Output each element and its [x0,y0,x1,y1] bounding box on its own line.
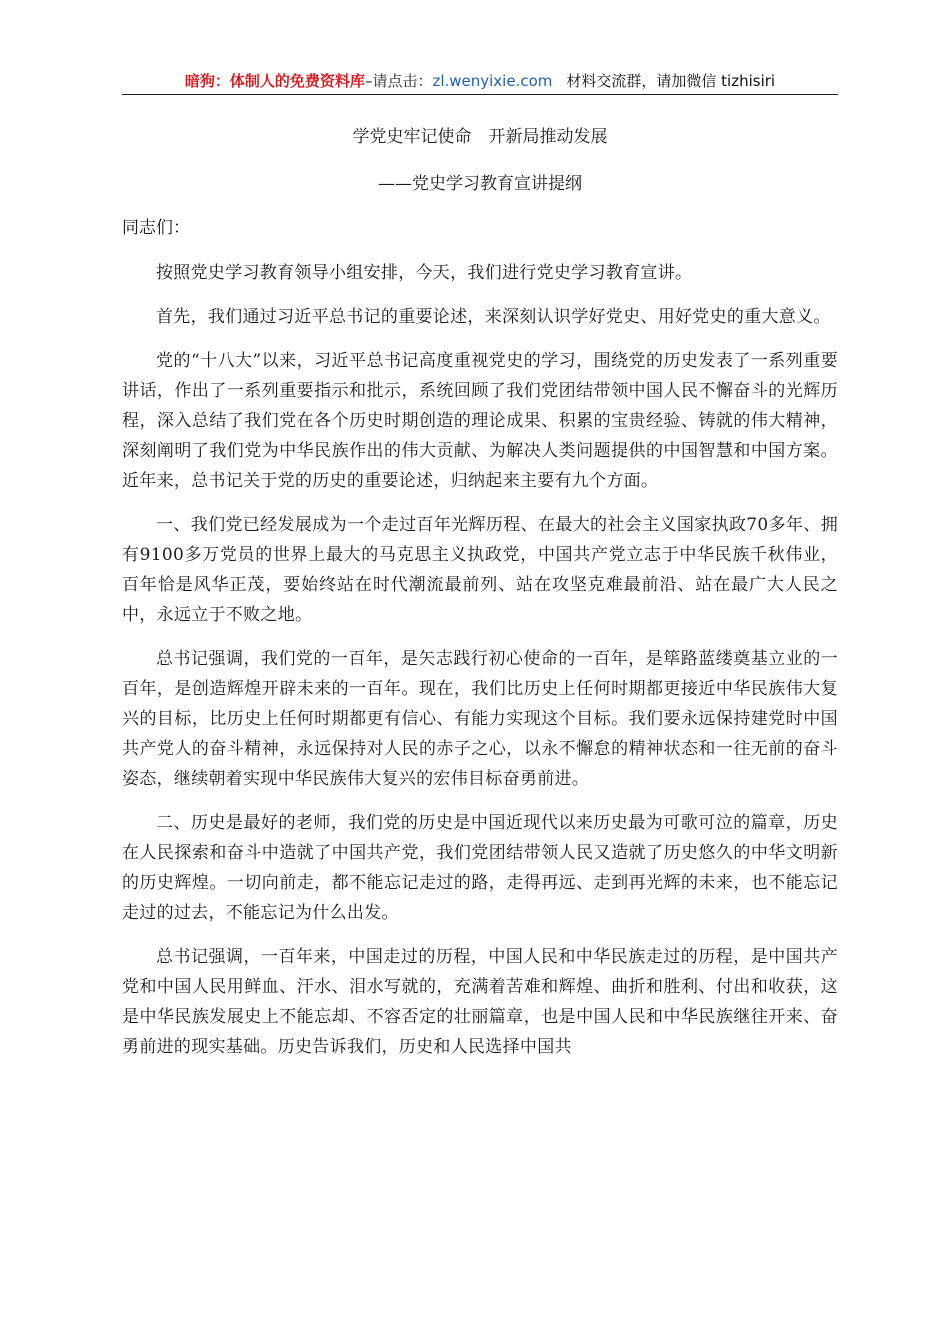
paragraph-7: 总书记强调，一百年来，中国走过的历程，中国人民和中华民族走过的历程，是中国共产党和中国人民用鲜血、汗水、泪水写就的，充满着苦难和辉煌、曲折和胜利、付出和收获，这是中华民族发展史上不能忘却、不容否定的壮丽篇章，也是中国人民和中华民族继往开来、奋勇前进的现实基础。历史告诉我们，历史和人民选择中国共 [122,947,838,1057]
header-click-prompt: –请点击： [364,72,433,90]
paragraph-5: 总书记强调，我们党的一百年，是矢志践行初心使命的一百年，是筚路蓝缕奠基立业的一百年，是创造辉煌开辟未来的一百年。现在，我们比历史上任何时期都更接近中华民族伟大复兴的目标，比历史上任何时期都更有信心、有能力实现这个目标。我们要永远保持建党时中国共产党人的奋斗精神，永远保持对人民的赤子之心，以永不懈怠的精神状态和一往无前的奋斗姿态，继续朝着实现中华民族伟大复兴的宏伟目标奋勇前进。 [122,649,838,789]
paragraph-6: 二、历史是最好的老师，我们党的历史是中国近现代以来历史最为可歌可泣的篇章，历史在人民探索和奋斗中造就了中国共产党，我们党团结带领人民又造就了历史悠久的中华文明新的历史辉煌。一切向前走，都不能忘记走过的路，走得再远、走到再光辉的未来，也不能忘记走过的过去，不能忘记为什么出发。 [122,813,838,923]
paragraph-1: 按照党史学习教育领导小组安排，今天，我们进行党史学习教育宣讲。 [156,263,693,283]
header-brand: 暗狗：体制人的免费资料库 [184,72,365,90]
header-wechat-note: 材料交流群，请加微信 tizhisiri [566,72,776,90]
salutation: 同志们： [122,218,190,238]
paragraph-2: 首先，我们通过习近平总书记的重要论述，来深刻认识学好党史、用好党史的重大意义。 [156,307,831,327]
paragraph-4: 一、我们党已经发展成为一个走过百年光辉历程、在最大的社会主义国家执政70多年、拥有9100多万党员的世界上最大的马克思主义执政党，中国共产党立志于中华民族千秋伟业，百年恰是风华正茂，要始终站在时代潮流最前列、站在攻坚克难最前沿、站在最广大人民之中，永远立于不败之地。 [122,515,838,625]
document-subtitle: ——党史学习教育宣讲提纲 [378,174,582,194]
page-header [122,70,838,95]
paragraph-3: 党的“十八大”以来，习近平总书记高度重视党史的学习，围绕党的历史发表了一系列重要讲话，作出了一系列重要指示和批示，系统回顾了我们党团结带领中国人民不懈奋斗的光辉历程，深入总结了我们党在各个历史时期创造的理论成果、积累的宝贵经验、铸就的伟大精神，深刻阐明了我们党为中华民族作出的伟大贡献、为解决人类问题提供的中国智慧和中国方案。近年来，总书记关于党的历史的重要论述，归纳起来主要有九个方面。 [122,351,838,491]
document-title: 学党史牢记使命 开新局推动发展 [352,127,608,147]
header-link[interactable]: zl.wenyixie.com [432,72,553,90]
document-body [122,258,838,1076]
